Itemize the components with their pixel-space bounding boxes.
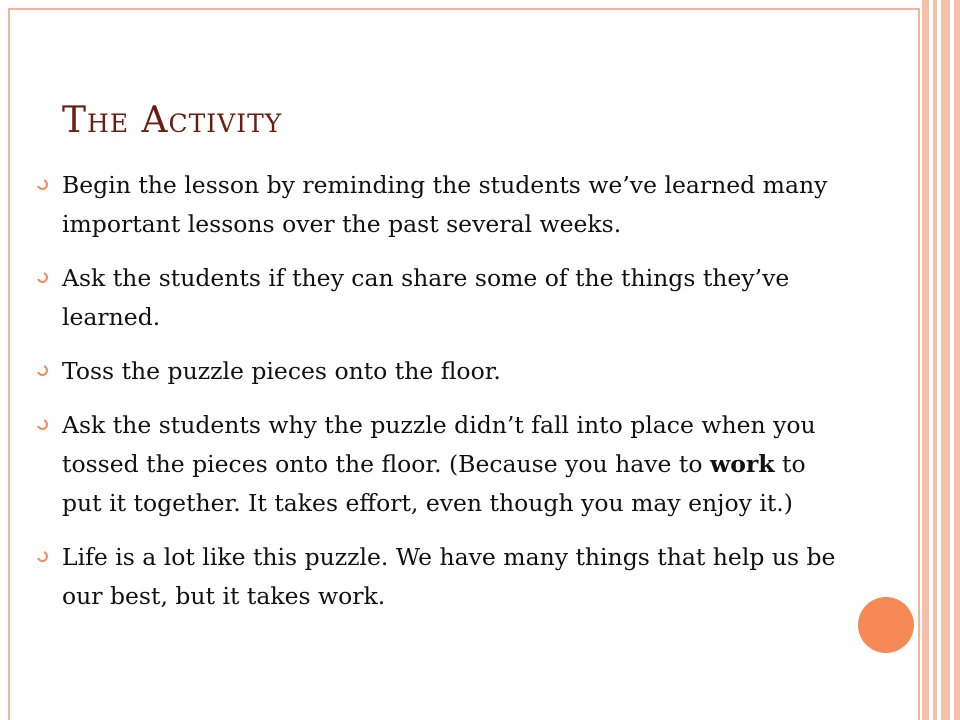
bullet-text: [62, 171, 827, 238]
bullet-text-run: Life is a lot like this puzzle. We have many things that help us be our best, but it takes work.: [62, 543, 836, 610]
stripe: [941, 0, 950, 720]
decorative-stripes: [918, 0, 960, 720]
bullet-text: [62, 264, 789, 331]
accent-circle: [858, 597, 914, 653]
bullet-text-run: Ask the students if they can share some of the things they’ve learned.: [62, 264, 790, 331]
bullet-item: [36, 166, 836, 244]
stripe: [933, 0, 937, 720]
slide-title: The Activity: [62, 100, 283, 141]
bullet-list: [36, 166, 836, 631]
bullet-item: [36, 352, 836, 391]
bullet-text-run: Ask the students why the puzzle didn’t fall into place when you tossed the pieces onto the floor. (Because you have to: [62, 411, 816, 478]
bullet-text: [62, 543, 835, 610]
bullet-text: [62, 357, 501, 385]
bullet-marker-icon: [37, 179, 48, 190]
bullet-text-run: Begin the lesson by reminding the students we’ve learned many important lessons over the past several weeks.: [62, 171, 828, 238]
bullet-marker-icon: [37, 419, 48, 430]
stripe: [954, 0, 960, 720]
bullet-marker-icon: [37, 365, 48, 376]
bullet-text-bold: work: [710, 450, 775, 478]
bullet-text-run: Toss the puzzle pieces onto the floor.: [62, 357, 501, 385]
bullet-text-run: to put it together. It takes effort, even though you may enjoy it.): [62, 450, 806, 517]
bullet-item: [36, 538, 836, 616]
stripe: [922, 0, 929, 720]
bullet-text: [62, 411, 816, 517]
bullet-item: [36, 406, 836, 523]
bullet-item: [36, 259, 836, 337]
bullet-marker-icon: [37, 272, 48, 283]
bullet-marker-icon: [37, 551, 48, 562]
